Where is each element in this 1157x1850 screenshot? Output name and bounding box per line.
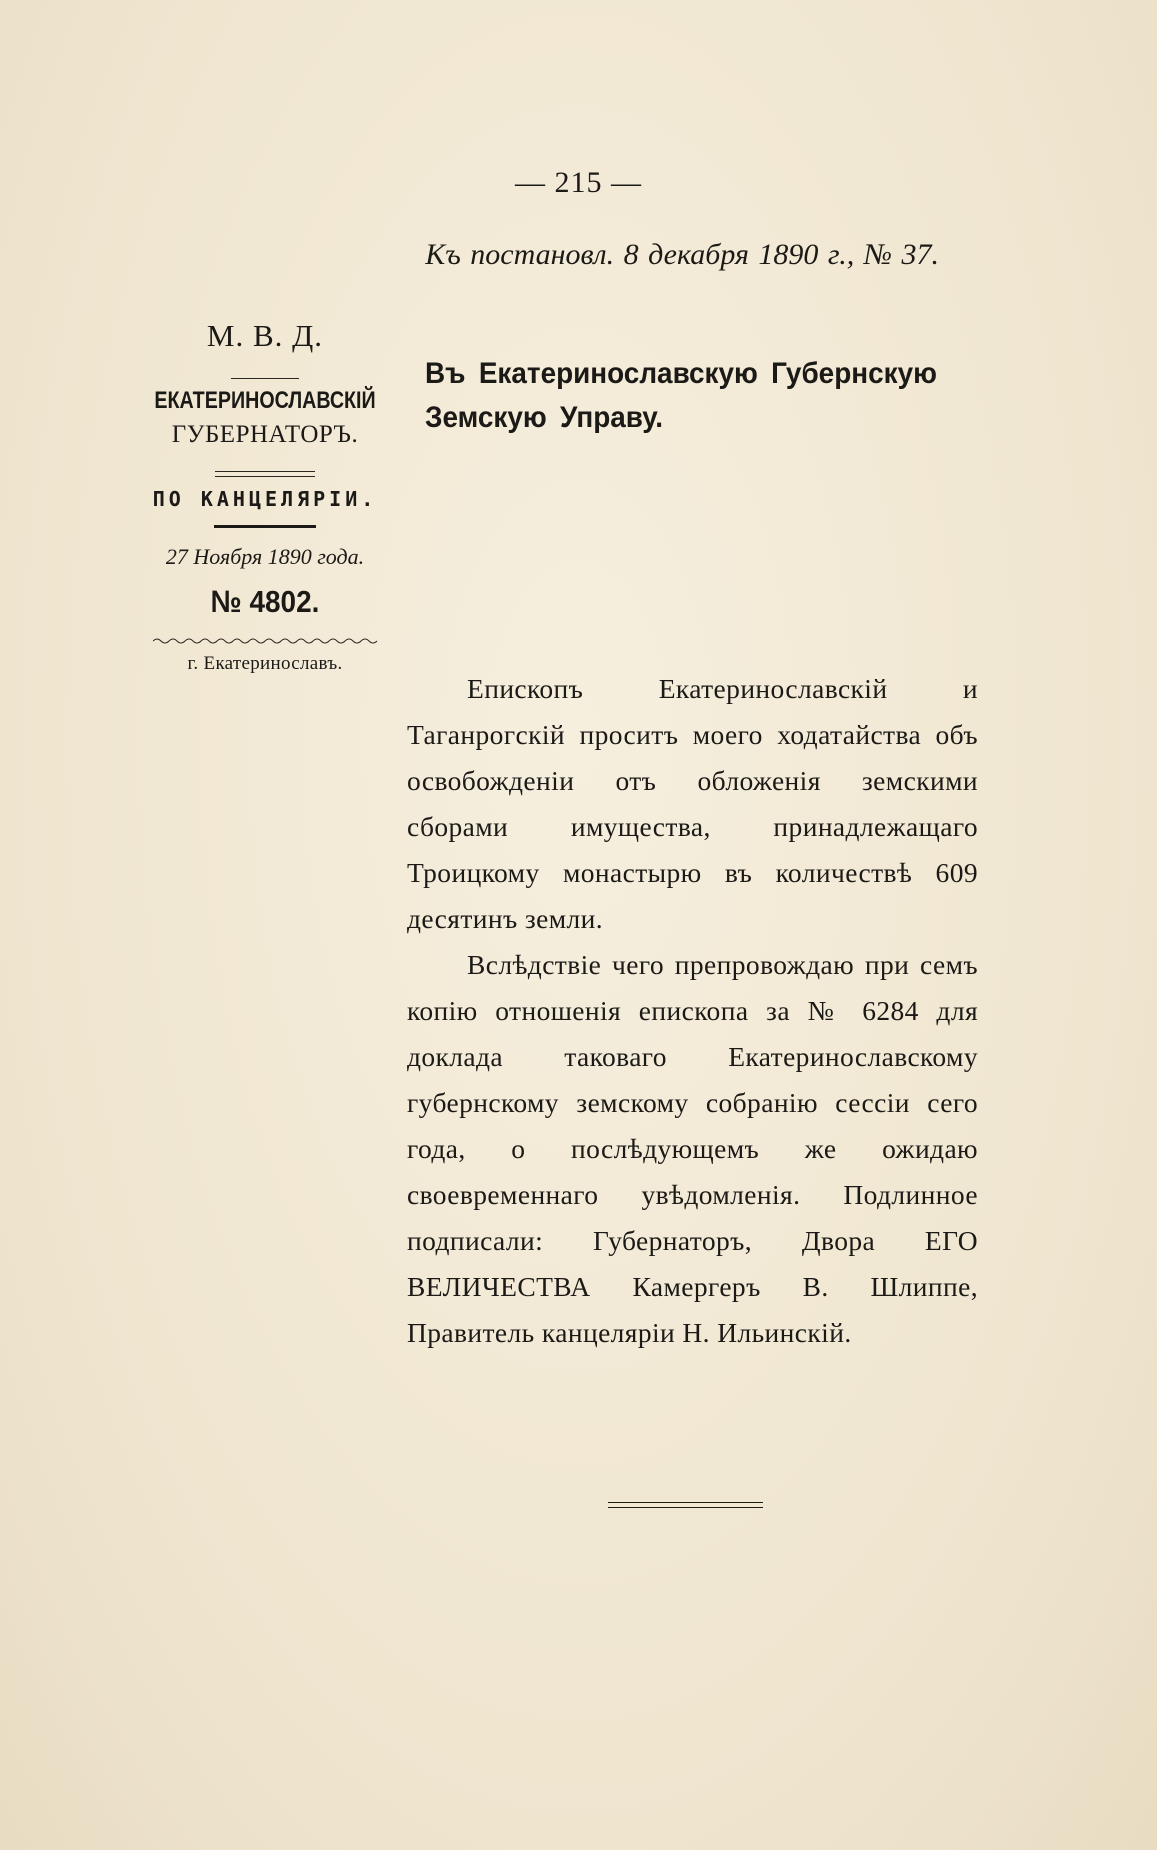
- letter-body: [407, 666, 978, 1356]
- ministry-abbreviation: М. В. Д.: [206, 318, 324, 353]
- divider: [215, 471, 315, 477]
- city-name: г. Екатеринославъ.: [187, 653, 343, 674]
- addressee: Въ Екатеринославскую Губернскую Земскую Управу.: [425, 357, 937, 434]
- office-title: ГУБЕРНАТОРЪ.: [171, 421, 359, 448]
- letter-number: № 4802.: [210, 584, 320, 619]
- divider: [231, 378, 299, 379]
- letterhead: [120, 318, 410, 675]
- body-paragraph: Вслѣдствіе чего препровождаю при семъ копію отношенія епископа за № 6284 для доклада таковаго Екатеринославскому губернскому земскому собранію сессіи сего года, о послѣдующемъ же ожидаю своевременнаго увѣдомленія. Подлинное подписали: Губернаторъ, Двора ЕГО ВЕЛИЧЕСТВА Камергеръ В. Шлиппе, Правитель канцеляріи Н. Ильинскій.: [407, 949, 978, 1348]
- body-paragraph: Епископъ Екатеринославскій и Таганрогскій проситъ моего ходатайства объ освобожденіи отъ обложенія земскими сборами имущества, принадлежащаго Троицкому монастырю въ количествѣ 609 десятинъ земли.: [407, 673, 978, 934]
- department-name: ПО КАНЦЕЛЯРІИ.: [152, 487, 378, 511]
- office-name: ЕКАТЕРИНОСЛАВСКІЙ: [154, 387, 376, 414]
- page-number: — 215 —: [515, 166, 642, 199]
- resolution-reference: Къ постановл. 8 декабря 1890 г., № 37.: [425, 238, 939, 271]
- end-divider: [608, 1502, 763, 1508]
- wavy-divider: [153, 636, 378, 646]
- letter-date: 27 Ноября 1890 года.: [165, 544, 365, 569]
- divider: [214, 525, 316, 528]
